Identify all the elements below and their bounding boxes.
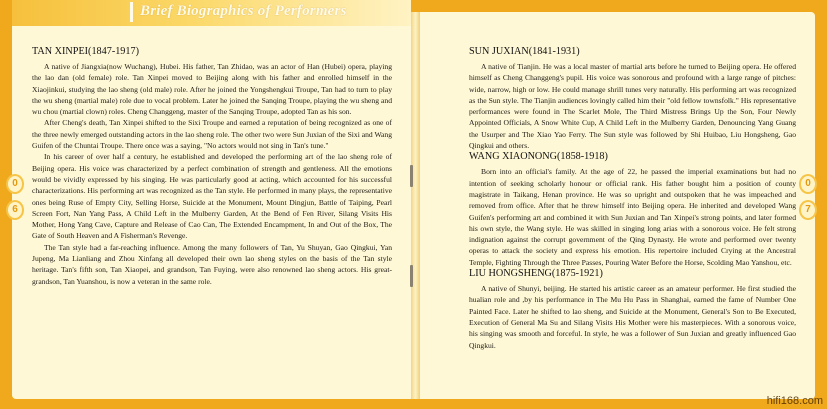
page-number-left-bottom: 6 [8, 202, 22, 218]
header-accent-bar [130, 2, 133, 22]
paragraph: A native of Tianjin. He was a local master of martial arts before he turned to Beijing opera. He offered himself as Cheng Changgeng's pupil. His voice was sonorous and profound with a large range of pitches: wide, narrow, high or low. He could manage shrill tunes very naturally. His performing art was recognized as the Sun style. The Tianjin audiences lovingly called him their "old fellow townsfolk." His representative performances were found in The Scarlet Mole, The Third Mistress Brings Up the Son, Four Newly Appointed Officials, A Snow White Cup, A Child Left in the Mulberry Garden, Denouncing Yang Guang the Usurper and The Xiao Yao Ferry. The Sun style was followed by Shi Huibao, Liu Hongsheng, Gao Qingkui and others. [469, 62, 796, 151]
staple-top [410, 165, 413, 187]
paragraph: In his career of over half a century, he established and developed the performing art of the lao sheng role of Beijing opera. His voice was characterized by a perfect combination of strength and gentleness. All the emotions would be vividly expressed by his singing. He was particularly good at acting, which accounted for his successful characterizations. His performing art was recognized as the Tan style. He performed in many plays, the representative ones being Ruse of Empty City, Selling Horse, Suicide at the Monument, Mount Dingjun, Battle of Taiping, Pearl Screen Fort, Nan Yang Pass, A Child Left in the Mulberry Garden, At the Bend of Fen River, Silang Visits His Mother, Hong Yang Cave, Capture and Release of Cao Can, The Extended Encampment, In and Out of the Box, The Gate of South Heaven and A Fisherman's Revenge. [32, 152, 392, 241]
page-number-left-top: 0 [8, 176, 22, 192]
staple-bottom [410, 265, 413, 287]
paragraph: Born into an official's family. At the age of 22, he passed the imperial examinations but had no intention of seeking scholarly honour or official rank. His father bought him a position of county magistrate in Taikang, Henan province. He was so upright and outspoken that he was impeached and removed from office. After that he threw himself into Beijing opera. He inherited and developed Wang Guifen's performing art and combined it with Sun Juxian and Tan Xinpei's strong points, and later formed his own style, the Wang style. He was skilled in singing long arias with a sonorous voice. He felt strong indignation against the corrupt government of the Qing Dynasty. He wrote and performed over twenty operas to attack the society and express his emotion. His repertoire included Crying at the Ancestral Temple, Fighting Through the Three Passes, Pouring Water Before the Horse, Scolding Mao Yanshou, etc. [469, 167, 796, 267]
section-title-sun-juxian: SUN JUXIAN(1841-1931) [469, 46, 580, 57]
page-number-right-bottom: 7 [801, 202, 815, 218]
section-title-wang-xiaonong: WANG XIAONONG(1858-1918) [469, 151, 608, 163]
watermark: hifi168.com [766, 395, 823, 407]
left-column [32, 46, 392, 287]
right-column [469, 46, 796, 351]
paragraph: The Tan style had a far-reaching influence. Among the many followers of Tan, Yu Shuyan, Gao Qingkui, Yan Jupeng, Ma Lianliang and Zhou Xinfang all developed their own lao sheng styles on the basis of the Tan style heritage. Tan's fifth son, Tan Xiaopei, and grandson, Tan Fuying, were also renowned lao sheng actors. His great-grandson, Tan Yuanshou, is now a veteran in the same role. [32, 242, 392, 286]
header-title: Brief Biographics of Performers [140, 3, 347, 19]
page-number-right-top: 0 [801, 176, 815, 192]
paragraph: A native of Jiangxia(now Wuchang), Hubei. His father, Tan Zhidao, was an actor of Han (Hubei) opera, playing the lao dan (old female) role. Tan Xinpei moved to Beijing along with his father and enrolled himself in the Xiaojinkui, studying the lao sheng (old male) role. After he joined the Yongshengkui Troupe, Tan had to turn to play the wu sheng (martial male) role due to vocal problem. Later he joined the Sanqing Troupe, playing the wu sheng and wu chou (martial clown) roles. Cheng Changgeng, master of the Sanqing Troupe, adopted Tan as his son. [32, 62, 392, 117]
paragraph: A native of Shunyi, beijing. He started his artistic career as an amateur performer. He first studied the hualian role and ,by his performance in The Mu Hu Pass in Shanghai, earned the fame of Number One Painted Face. Later he shifted to lao sheng, and Suicide at the Monument, General's Son to Be Executed, Execution of General Ma Su and Silang Visits His Mother were his masterpieces. With a sonorous voice, his singing was smooth and forceful. In style, he was a follower of Sun Juxian and greatly influenced Gao Qingkui. [469, 284, 796, 350]
section-title-tan-xinpei: TAN XINPEI(1847-1917) [32, 46, 139, 57]
section-title-liu-hongsheng: LIU HONGSHENG(1875-1921) [469, 268, 603, 280]
header-band [12, 0, 411, 26]
page-gutter [411, 12, 420, 399]
paragraph: After Cheng's death, Tan Xinpei shifted to the Sixi Troupe and earned a reputation of being recognized as one of the three newly emerged outstanding actors in the lao sheng role. The other two were Sun Juxian of the Sixi and Wang Guifen of the Chuntai Troupe. There once was a saying, "No actors would not sing in Tan's tune." [32, 118, 392, 151]
